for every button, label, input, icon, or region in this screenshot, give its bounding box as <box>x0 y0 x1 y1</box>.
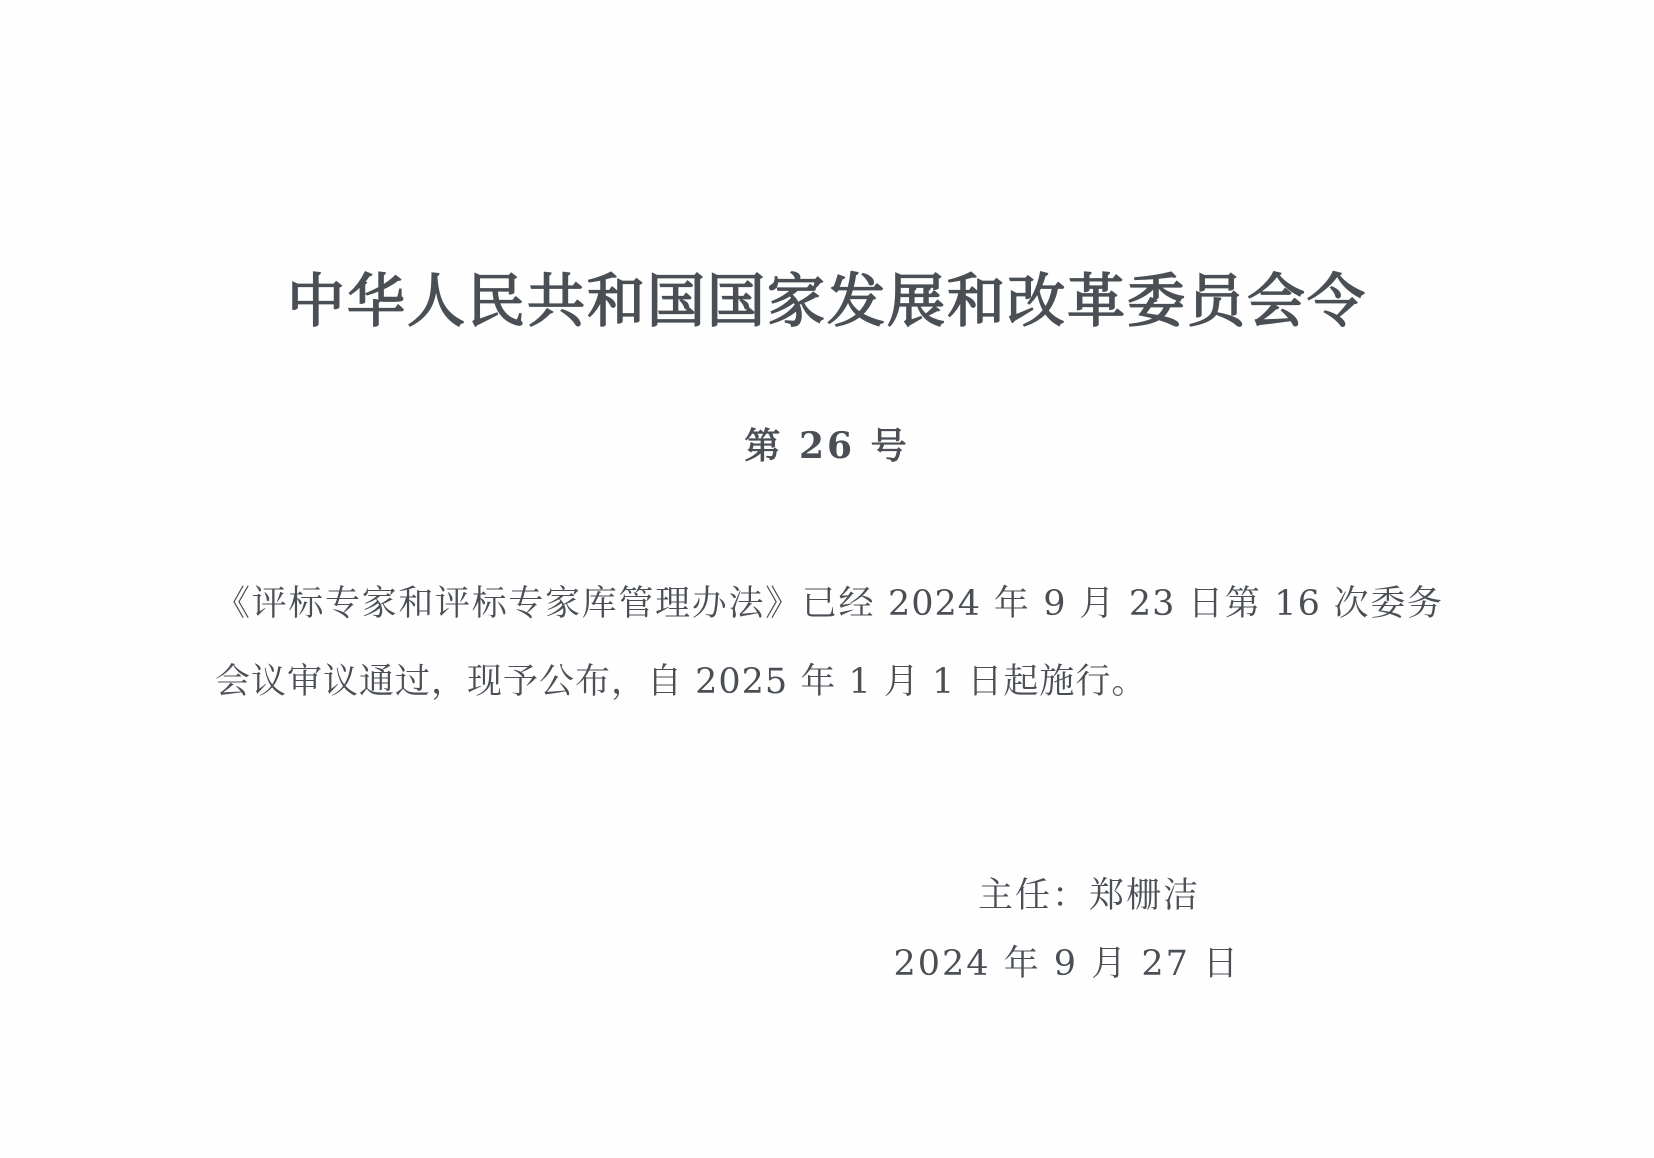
page-title: 中华人民共和国国家发展和改革委员会令 <box>286 266 1367 335</box>
signatory-name: 主任：郑栅洁 <box>977 876 1200 916</box>
order-number: 第 26 号 <box>744 425 910 467</box>
signature-block <box>0 862 1280 998</box>
signature-date: 2024 年 9 月 27 日 <box>893 944 1240 984</box>
document-body-paragraph: 《评标专家和评标专家库管理办法》已经 2024 年 9 月 23 日第 16 次委务会议审议通过，现予公布，自 2025 年 1 月 1 日起施行。 <box>215 584 1443 702</box>
